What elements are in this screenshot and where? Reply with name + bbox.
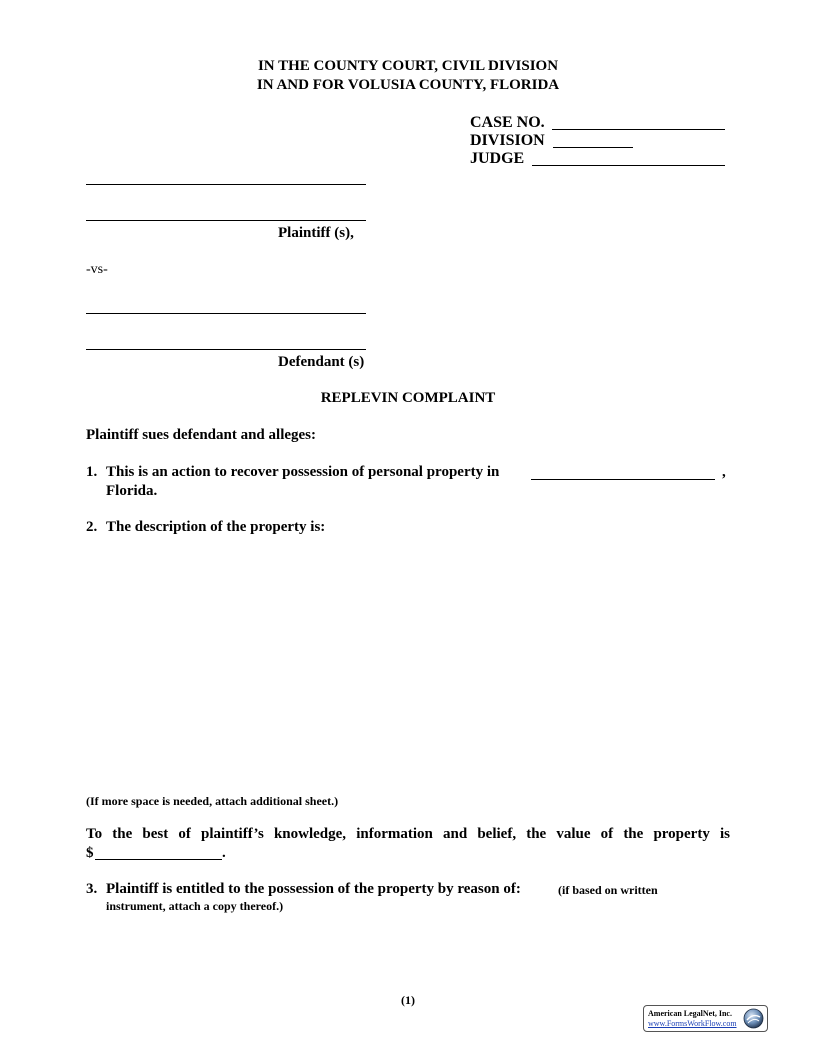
versus-text: -vs- [86, 262, 108, 277]
paragraph-3-number: 3. [86, 881, 98, 897]
plaintiff-name-line-1[interactable] [86, 184, 366, 185]
badge-url-link[interactable]: www.FormsWorkFlow.com [648, 1019, 737, 1028]
division-label: DIVISION [470, 132, 545, 149]
publisher-badge[interactable] [643, 1005, 768, 1032]
paragraph-1-continuation: Florida. [106, 483, 158, 499]
plaintiff-label: Plaintiff (s), [278, 225, 354, 241]
value-dollar-sign: $ [86, 845, 94, 861]
case-no-blank[interactable] [552, 129, 725, 130]
globe-logo-icon [743, 1008, 764, 1029]
value-period: . [222, 845, 226, 861]
court-heading-line2: IN AND FOR VOLUSIA COUNTY, FLORIDA [256, 77, 560, 93]
paragraph-3-note-b: instrument, attach a copy thereof.) [106, 899, 284, 913]
intro-text: Plaintiff sues defendant and alleges: [86, 427, 317, 443]
paragraph-3-text: Plaintiff is entitled to the possession of the property by reason of: [106, 881, 521, 897]
paragraph-1-comma: , [722, 464, 726, 480]
property-description-area[interactable] [86, 540, 730, 790]
plaintiff-name-line-2[interactable] [86, 220, 366, 221]
case-no-label: CASE NO. [470, 114, 545, 131]
defendant-name-line-2[interactable] [86, 349, 366, 350]
space-note: (If more space is needed, attach additional sheet.) [86, 794, 339, 808]
value-statement: To the best of plaintiff’s knowledge, information and belief, the value of the property is [86, 826, 730, 842]
defendant-name-line-1[interactable] [86, 313, 366, 314]
paragraph-1-number: 1. [86, 464, 98, 480]
judge-blank[interactable] [532, 165, 725, 166]
paragraph-3-note-a: (if based on written [558, 883, 658, 897]
property-value-blank[interactable] [95, 859, 222, 860]
document-title: REPLEVIN COMPLAINT [320, 390, 496, 406]
badge-company-name: American LegalNet, Inc. [648, 1009, 732, 1018]
paragraph-1-text: This is an action to recover possession of personal property in [106, 464, 500, 480]
paragraph-2-text: The description of the property is: [106, 519, 326, 535]
judge-label: JUDGE [470, 150, 525, 167]
paragraph-2-number: 2. [86, 519, 98, 535]
page-number: (1) [401, 993, 415, 1007]
property-location-blank[interactable] [531, 479, 715, 480]
court-heading-line1: IN THE COUNTY COURT, CIVIL DIVISION [257, 58, 559, 74]
division-blank[interactable] [553, 147, 633, 148]
defendant-label: Defendant (s) [278, 354, 365, 370]
